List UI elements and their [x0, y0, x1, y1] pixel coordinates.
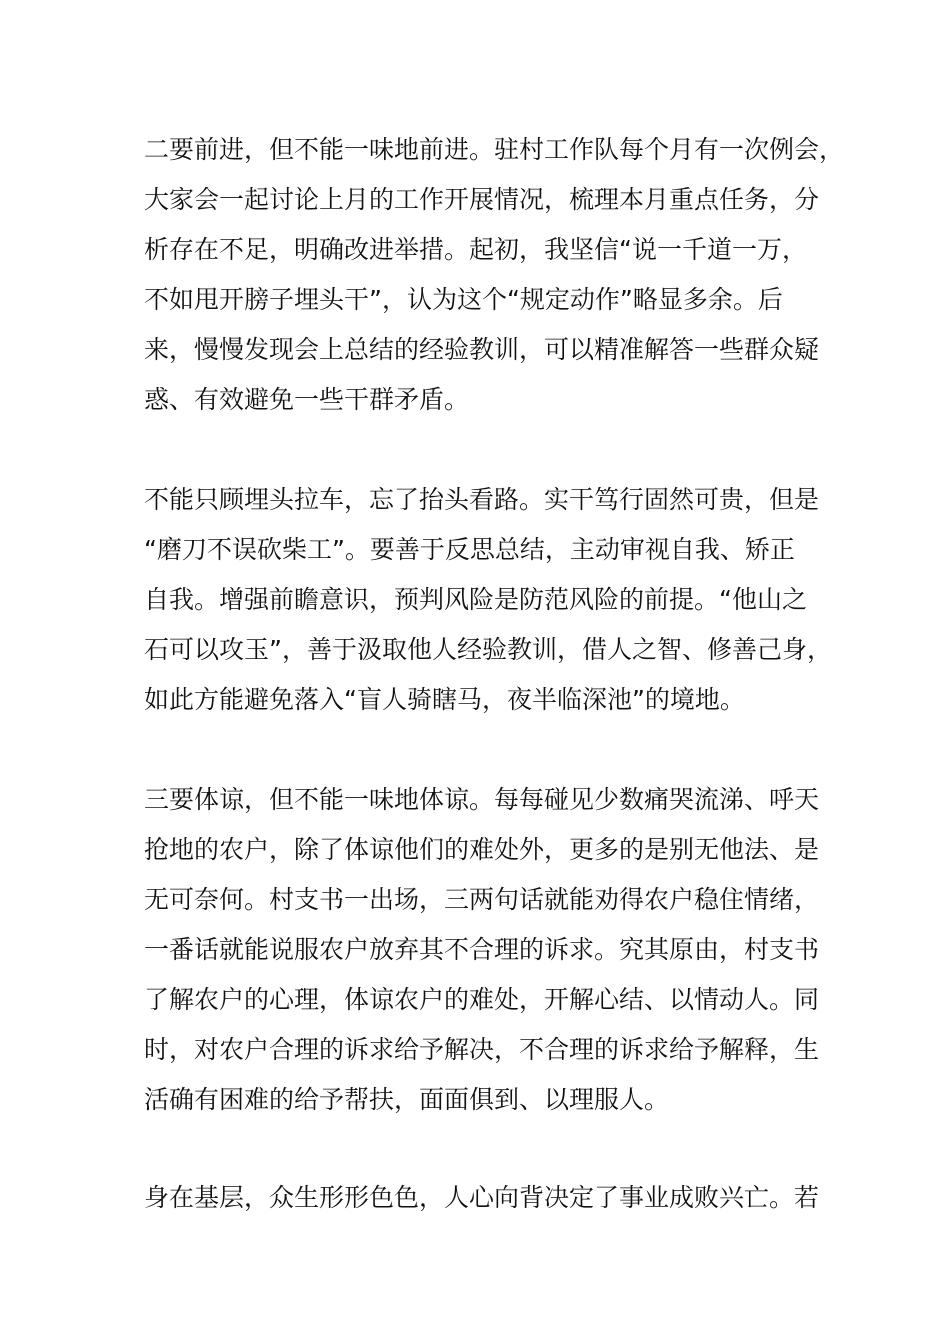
- text-line: 来，慢慢发现会上总结的经验教训，可以精准解答一些群众疑: [144, 335, 820, 364]
- text-line: 不如甩开膀子埋头干”，认为这个“规定动作”略显多余。后: [144, 285, 783, 314]
- paragraph-understand: [144, 775, 820, 1125]
- text-line: 一番话就能说服农户放弃其不合理的诉求。究其原由，村支书: [144, 935, 820, 964]
- text-line: “磨刀不误砍柴工”。要善于反思总结，主动审视自我、矫正: [144, 535, 795, 564]
- paragraph-advance: [144, 125, 845, 425]
- text-line: 身在基层，众生形形色色，人心向背决定了事业成败兴亡。若: [144, 1183, 820, 1212]
- text-line: 无可奈何。村支书一出场，三两句话就能劝得农户稳住情绪，: [144, 885, 820, 914]
- text-line: 三要体谅，但不能一味地体谅。每每碰见少数痛哭流涕、呼天: [144, 785, 820, 814]
- text-line: 时，对农户合理的诉求给予解决，不合理的诉求给予解释，生: [144, 1035, 820, 1064]
- text-line: 如此方能避免落入“盲人骑瞎马，夜半临深池”的境地。: [144, 685, 745, 714]
- text-line: 自我。增强前瞻意识，预判风险是防范风险的前提。“他山之: [144, 585, 807, 614]
- text-line: 析存在不足，明确改进举措。起初，我坚信“说一千道一万，: [144, 235, 807, 264]
- text-line: 活确有困难的给予帮扶，面面俱到、以理服人。: [144, 1085, 670, 1114]
- text-line: 惑、有效避免一些干群矛盾。: [144, 385, 470, 414]
- paragraph-grassroots: [144, 1173, 820, 1223]
- text-line: 二要前进，但不能一味地前进。驻村工作队每个月有一次例会，: [144, 135, 845, 164]
- text-line: 石可以攻玉”，善于汲取他人经验教训，借人之智、修善己身，: [144, 635, 832, 664]
- text-line: 抢地的农户，除了体谅他们的难处外，更多的是别无他法、是: [144, 835, 820, 864]
- text-line: 大家会一起讨论上月的工作开展情况，梳理本月重点任务，分: [144, 185, 820, 214]
- text-line: 不能只顾埋头拉车，忘了抬头看路。实干笃行固然可贵，但是: [144, 485, 820, 514]
- paragraph-reflect: [144, 475, 832, 725]
- text-line: 了解农户的心理，体谅农户的难处，开解心结、以情动人。同: [144, 985, 820, 1014]
